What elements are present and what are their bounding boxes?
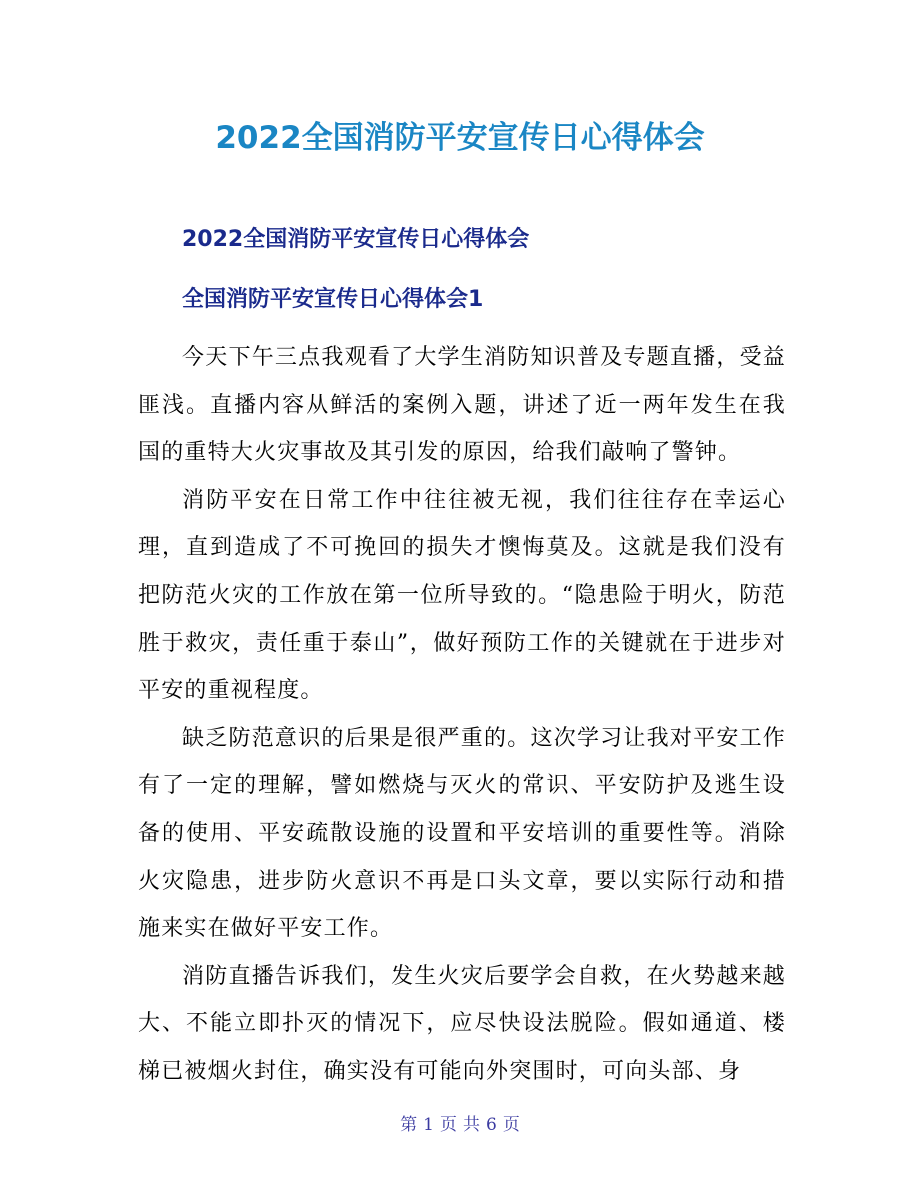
paragraph-2: 消防平安在日常工作中往往被无视，我们往往存在幸运心理，直到造成了不可挽回的损失才懊悔莫及。这就是我们没有把防范火灾的工作放在第一位所导致的。“隐患险于明火，防范胜于救灾，责任重于泰山”，做好预防工作的关键就在于进步对平安的重视程度。 xyxy=(138,487,786,704)
section-subheading: 全国消防平安宣传日心得体会1 xyxy=(182,287,484,312)
document-body xyxy=(138,334,786,1096)
paragraph-3: 缺乏防范意识的后果是很严重的。这次学习让我对平安工作有了一定的理解，譬如燃烧与灭火的常识、平安防护及逃生设备的使用、平安疏散设施的设置和平安培训的重要性等。消除火灾隐患，进步防火意识不再是口头文章，要以实际行动和措施来实在做好平安工作。 xyxy=(138,725,786,942)
document-title: 2022全国消防平安宣传日心得体会 xyxy=(215,120,705,156)
current-page-number: 1 xyxy=(423,1115,434,1135)
section-heading: 2022全国消防平安宣传日心得体会 xyxy=(182,227,530,252)
total-label: 共 xyxy=(463,1115,480,1135)
total-pages-number: 6 xyxy=(486,1115,497,1135)
paragraph-1: 今天下午三点我观看了大学生消防知识普及专题直播，受益匪浅。直播内容从鲜活的案例入题，讲述了近一两年发生在我国的重特大火灾事故及其引发的原因，给我们敲响了警钟。 xyxy=(138,345,786,466)
page-label-prefix: 第 xyxy=(400,1115,418,1135)
page-label-mid: 页 xyxy=(440,1115,457,1135)
paragraph-4: 消防直播告诉我们，发生火灾后要学会自救，在火势越来越大、不能立即扑灭的情况下，应尽快设法脱险。假如通道、楼梯已被烟火封住，确实没有可能向外突围时，可向头部、身 xyxy=(138,963,786,1084)
page-label-suffix: 页 xyxy=(502,1115,520,1135)
page-footer xyxy=(0,1113,920,1137)
